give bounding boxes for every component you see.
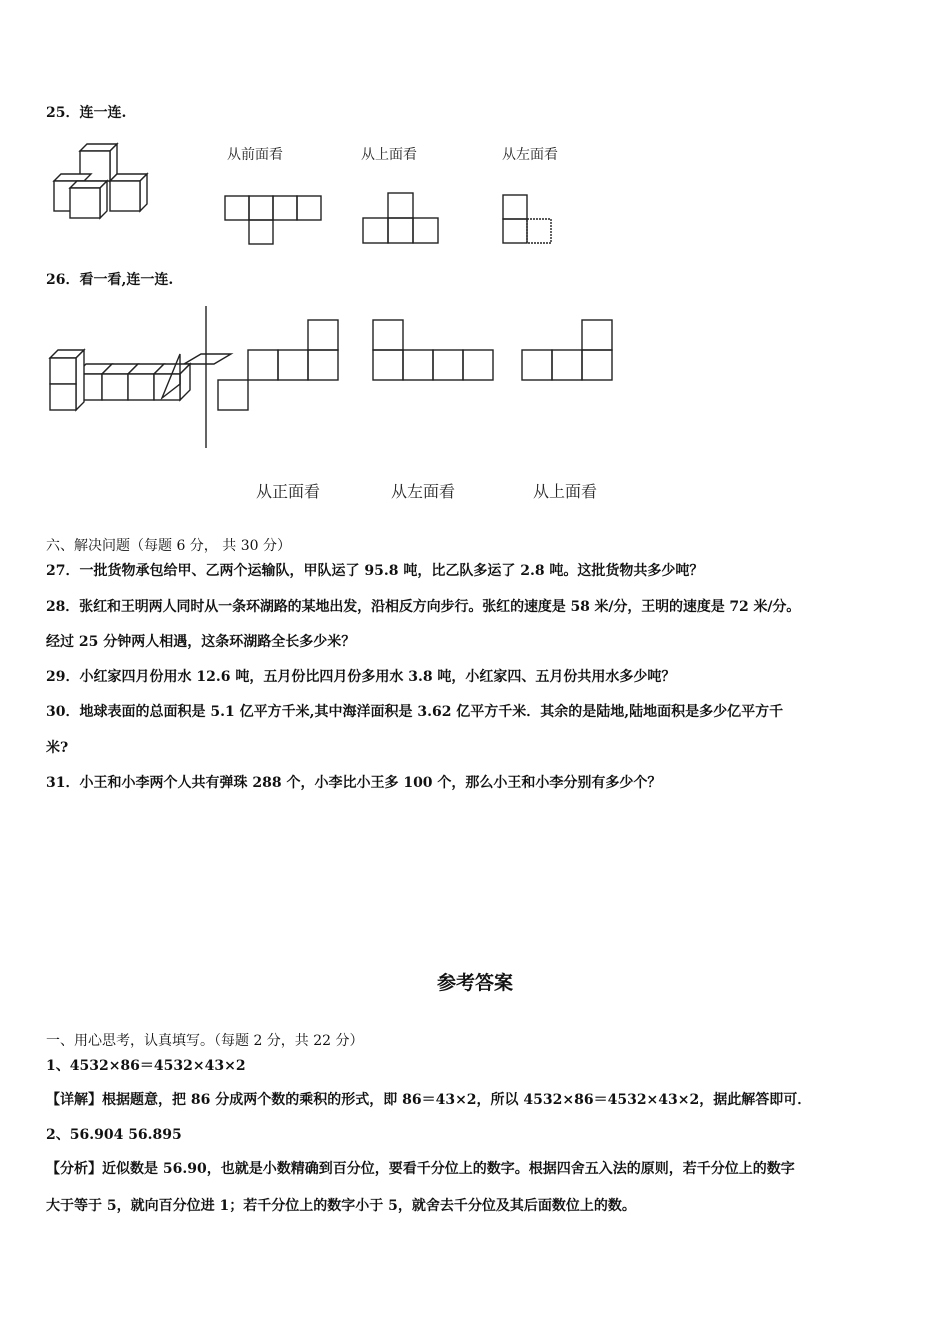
q25-caption-top: 从上面看 [361, 147, 417, 163]
q26-view-c [522, 319, 617, 384]
answer-2-analysis-line2: 大于等于 5，就向百分位进 1；若千分位上的数字小于 5，就舍去千分位及其后面数位上的数。 [46, 1198, 636, 1214]
q25-view-2 [363, 193, 443, 248]
q26-caption-left: 从左面看 [391, 482, 456, 501]
question-27: 27．一批货物承包给甲、乙两个运输队，甲队运了 95.8 吨，比乙队多运了 2.8 吨。这批货物共多少吨？ [46, 563, 704, 579]
q25-cube-figure [50, 143, 150, 223]
question-30-line1: 30．地球表面的总面积是 5.1 亿平方千米,其中海洋面积是 3.62 亿平方千米．其余的是陆地,陆地面积是多少亿平方千 [46, 704, 784, 720]
q26-cube-figure-right [134, 354, 184, 404]
q25-view-1 [225, 193, 325, 248]
answers-title: 参考答案 [436, 972, 513, 994]
question-30-line2: 米? [46, 740, 69, 756]
q25-caption-front: 从前面看 [227, 147, 283, 163]
answers-section1-header: 一、用心思考，认真填写。（每题 2 分，共 22 分） [46, 1033, 364, 1049]
answer-2-analysis-line1: 【分析】近似数是 56.90，也就是小数精确到百分位，要看千分位上的数字。根据四舍五入法的原则，若千分位上的数字 [46, 1161, 795, 1177]
q25-view-3 [503, 193, 558, 248]
q26-view-b [373, 319, 498, 384]
q25-caption-left: 从左面看 [502, 147, 558, 163]
q26-caption-front: 从正面看 [256, 482, 321, 501]
question-29: 29．小红家四月份用水 12.6 吨，五月份比四月份多用水 3.8 吨，小红家四、五月份共用水多少吨？ [46, 669, 676, 685]
answer-1: 1、4532×86＝4532×43×2 [46, 1058, 246, 1074]
answer-2: 2、56.904 56.895 [46, 1127, 182, 1143]
q26-title: 26．看一看,连一连. [46, 272, 174, 288]
question-28-line2: 经过 25 分钟两人相遇，这条环湖路全长多少米？ [46, 634, 356, 650]
q26-view-a [218, 319, 343, 414]
q26-divider [205, 306, 209, 451]
question-28-line1: 28．张红和王明两人同时从一条环湖路的某地出发，沿相反方向步行。张红的速度是 58 米/分，王明的速度是 72 米/分。 [46, 599, 801, 615]
q26-caption-top: 从上面看 [533, 482, 598, 501]
question-31: 31．小王和小李两个人共有弹珠 288 个，小李比小王多 100 个，那么小王和小李分别有多少个？ [46, 775, 662, 791]
section6-header: 六、解决问题（每题 6 分， 共 30 分） [46, 538, 291, 554]
answer-1-detail: 【详解】根据题意，把 86 分成两个数的乘积的形式，即 86＝43×2，所以 4532×86＝4532×43×2，据此解答即可． [46, 1092, 812, 1108]
q25-title: 25．连一连. [46, 105, 127, 121]
